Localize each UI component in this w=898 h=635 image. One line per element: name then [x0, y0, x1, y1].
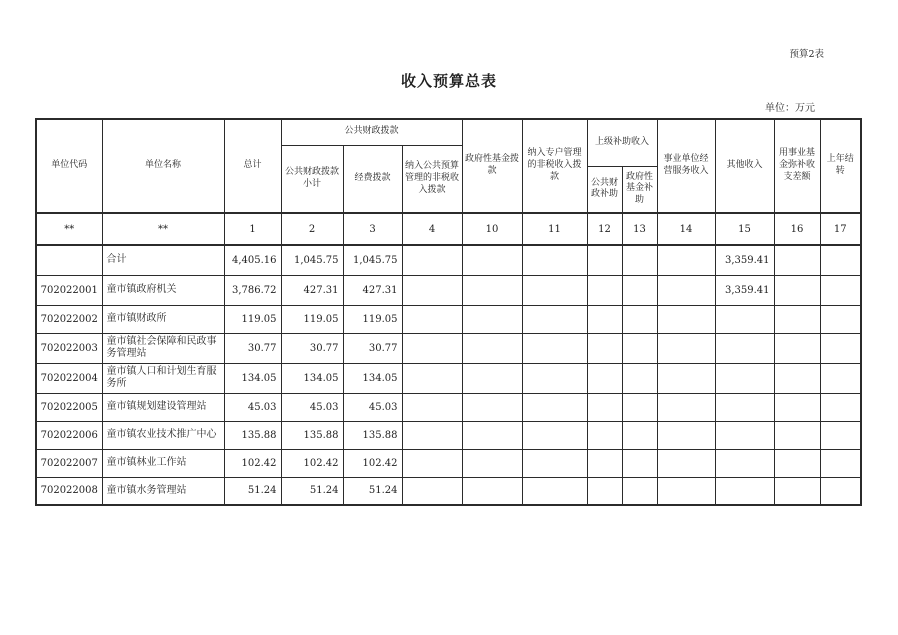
- cell-other-income: [715, 305, 774, 333]
- cell-total: 45.03: [224, 393, 281, 421]
- column-number: 16: [774, 213, 820, 245]
- cell-government-fund-subsidy: [622, 421, 657, 449]
- cell-public-finance-subsidy: [587, 275, 622, 305]
- cell-nontax-public-budget: [402, 333, 462, 363]
- col-header-fund-gap-coverage: 用事业基金弥补收支差额: [774, 119, 820, 213]
- cell-nontax-special-account: [522, 477, 587, 505]
- cell-nontax-public-budget: [402, 245, 462, 275]
- cell-total: 134.05: [224, 363, 281, 393]
- cell-nontax-public-budget: [402, 477, 462, 505]
- cell-total: 3,786.72: [224, 275, 281, 305]
- table-row: [36, 477, 861, 505]
- cell-operating-service-income: [657, 363, 715, 393]
- cell-unit-code: 702022001: [36, 275, 102, 305]
- cell-public-finance-subsidy: [587, 477, 622, 505]
- cell-nontax-public-budget: [402, 363, 462, 393]
- column-number: 1: [224, 213, 281, 245]
- table-header: [36, 119, 861, 245]
- cell-funds-appropriation: 51.24: [343, 477, 402, 505]
- cell-nontax-special-account: [522, 333, 587, 363]
- table-row: [36, 393, 861, 421]
- cell-nontax-special-account: [522, 363, 587, 393]
- cell-operating-service-income: [657, 333, 715, 363]
- cell-unit-name: 童市镇林业工作站: [102, 449, 224, 477]
- cell-unit-name: 童市镇政府机关: [102, 275, 224, 305]
- col-header-public-finance-subsidy: 公共财政补助: [587, 166, 622, 213]
- cell-unit-code: 702022005: [36, 393, 102, 421]
- cell-total: 51.24: [224, 477, 281, 505]
- cell-public-finance-subsidy: [587, 421, 622, 449]
- cell-prior-year-carryover: [820, 305, 861, 333]
- cell-nontax-public-budget: [402, 393, 462, 421]
- cell-unit-code: 702022004: [36, 363, 102, 393]
- cell-government-fund: [462, 449, 522, 477]
- cell-unit-code: 702022003: [36, 333, 102, 363]
- col-header-public-finance-subtotal: 公共财政拨款小计: [281, 145, 343, 213]
- col-group-public-finance-appropriation: 公共财政拨款: [281, 119, 462, 145]
- column-number: **: [102, 213, 224, 245]
- cell-government-fund: [462, 333, 522, 363]
- cell-government-fund: [462, 275, 522, 305]
- cell-operating-service-income: [657, 421, 715, 449]
- cell-government-fund-subsidy: [622, 449, 657, 477]
- cell-fund-gap-coverage: [774, 393, 820, 421]
- col-header-government-fund-appropriation: 政府性基金拨款: [462, 119, 522, 213]
- cell-nontax-special-account: [522, 393, 587, 421]
- cell-other-income: [715, 421, 774, 449]
- cell-total: 119.05: [224, 305, 281, 333]
- cell-fund-gap-coverage: [774, 421, 820, 449]
- cell-nontax-public-budget: [402, 305, 462, 333]
- col-header-other-income: 其他收入: [715, 119, 774, 213]
- column-number: 14: [657, 213, 715, 245]
- cell-unit-name: 童市镇社会保障和民政事务管理站: [102, 333, 224, 363]
- column-number: 17: [820, 213, 861, 245]
- cell-public-finance-subtotal: 119.05: [281, 305, 343, 333]
- cell-public-finance-subsidy: [587, 305, 622, 333]
- cell-government-fund-subsidy: [622, 477, 657, 505]
- cell-prior-year-carryover: [820, 333, 861, 363]
- cell-unit-name: 童市镇水务管理站: [102, 477, 224, 505]
- cell-public-finance-subsidy: [587, 333, 622, 363]
- cell-unit-name: 合计: [102, 245, 224, 275]
- col-header-government-fund-subsidy: 政府性基金补助: [622, 166, 657, 213]
- cell-government-fund: [462, 305, 522, 333]
- cell-nontax-special-account: [522, 449, 587, 477]
- cell-other-income: [715, 333, 774, 363]
- cell-operating-service-income: [657, 245, 715, 275]
- cell-other-income: [715, 477, 774, 505]
- cell-public-finance-subtotal: 1,045.75: [281, 245, 343, 275]
- header-row-groups: [36, 119, 861, 145]
- col-header-prior-year-carryover: 上年结转: [820, 119, 861, 213]
- cell-prior-year-carryover: [820, 393, 861, 421]
- cell-prior-year-carryover: [820, 449, 861, 477]
- cell-government-fund-subsidy: [622, 305, 657, 333]
- col-header-nontax-special-account: 纳入专户管理的非税收入拨款: [522, 119, 587, 213]
- col-group-superior-subsidy-income: 上级补助收入: [587, 119, 657, 166]
- cell-nontax-public-budget: [402, 275, 462, 305]
- cell-public-finance-subsidy: [587, 449, 622, 477]
- cell-total: 4,405.16: [224, 245, 281, 275]
- cell-nontax-special-account: [522, 245, 587, 275]
- cell-operating-service-income: [657, 477, 715, 505]
- col-header-total: 总计: [224, 119, 281, 213]
- cell-fund-gap-coverage: [774, 275, 820, 305]
- cell-government-fund-subsidy: [622, 363, 657, 393]
- cell-fund-gap-coverage: [774, 305, 820, 333]
- cell-unit-code: 702022006: [36, 421, 102, 449]
- column-number: 12: [587, 213, 622, 245]
- cell-other-income: 3,359.41: [715, 245, 774, 275]
- cell-nontax-special-account: [522, 275, 587, 305]
- cell-unit-code: 702022008: [36, 477, 102, 505]
- column-number-row: [36, 213, 861, 245]
- cell-government-fund-subsidy: [622, 333, 657, 363]
- cell-funds-appropriation: 119.05: [343, 305, 402, 333]
- cell-public-finance-subtotal: 45.03: [281, 393, 343, 421]
- unit-note: 单位：万元: [765, 103, 815, 114]
- cell-unit-name: 童市镇人口和计划生育服务所: [102, 363, 224, 393]
- cell-government-fund: [462, 363, 522, 393]
- table-row: [36, 421, 861, 449]
- cell-public-finance-subtotal: 427.31: [281, 275, 343, 305]
- cell-funds-appropriation: 134.05: [343, 363, 402, 393]
- col-header-unit-code: 单位代码: [36, 119, 102, 213]
- cell-fund-gap-coverage: [774, 245, 820, 275]
- cell-other-income: 3,359.41: [715, 275, 774, 305]
- cell-other-income: [715, 363, 774, 393]
- cell-funds-appropriation: 1,045.75: [343, 245, 402, 275]
- cell-unit-code: 702022007: [36, 449, 102, 477]
- column-number: 3: [343, 213, 402, 245]
- cell-government-fund: [462, 245, 522, 275]
- cell-prior-year-carryover: [820, 421, 861, 449]
- cell-government-fund: [462, 477, 522, 505]
- column-number: 10: [462, 213, 522, 245]
- cell-public-finance-subtotal: 135.88: [281, 421, 343, 449]
- cell-operating-service-income: [657, 305, 715, 333]
- cell-fund-gap-coverage: [774, 477, 820, 505]
- cell-prior-year-carryover: [820, 477, 861, 505]
- table-row: [36, 305, 861, 333]
- income-budget-table: [35, 118, 862, 506]
- cell-operating-service-income: [657, 393, 715, 421]
- column-number: 13: [622, 213, 657, 245]
- cell-public-finance-subsidy: [587, 245, 622, 275]
- cell-nontax-special-account: [522, 421, 587, 449]
- page-title: 收入预算总表: [400, 72, 497, 90]
- cell-funds-appropriation: 45.03: [343, 393, 402, 421]
- column-number: **: [36, 213, 102, 245]
- cell-government-fund-subsidy: [622, 245, 657, 275]
- col-header-nontax-public-budget: 纳入公共预算管理的非税收入拨款: [402, 145, 462, 213]
- cell-unit-name: 童市镇财政所: [102, 305, 224, 333]
- cell-public-finance-subsidy: [587, 363, 622, 393]
- cell-prior-year-carryover: [820, 245, 861, 275]
- cell-operating-service-income: [657, 449, 715, 477]
- table-row: [36, 245, 861, 275]
- cell-nontax-public-budget: [402, 449, 462, 477]
- cell-funds-appropriation: 135.88: [343, 421, 402, 449]
- cell-fund-gap-coverage: [774, 449, 820, 477]
- cell-public-finance-subtotal: 102.42: [281, 449, 343, 477]
- column-number: 15: [715, 213, 774, 245]
- cell-fund-gap-coverage: [774, 363, 820, 393]
- column-number: 2: [281, 213, 343, 245]
- cell-unit-name: 童市镇农业技术推广中心: [102, 421, 224, 449]
- cell-funds-appropriation: 102.42: [343, 449, 402, 477]
- cell-total: 30.77: [224, 333, 281, 363]
- cell-unit-name: 童市镇规划建设管理站: [102, 393, 224, 421]
- cell-public-finance-subtotal: 51.24: [281, 477, 343, 505]
- cell-prior-year-carryover: [820, 275, 861, 305]
- cell-funds-appropriation: 30.77: [343, 333, 402, 363]
- cell-other-income: [715, 449, 774, 477]
- table-row: [36, 333, 861, 363]
- form-number-label: 预算2表: [789, 49, 824, 60]
- table-row: [36, 363, 861, 393]
- cell-prior-year-carryover: [820, 363, 861, 393]
- cell-government-fund-subsidy: [622, 275, 657, 305]
- cell-unit-code: [36, 245, 102, 275]
- cell-total: 102.42: [224, 449, 281, 477]
- cell-operating-service-income: [657, 275, 715, 305]
- cell-fund-gap-coverage: [774, 333, 820, 363]
- cell-total: 135.88: [224, 421, 281, 449]
- col-header-funds-appropriation: 经费拨款: [343, 145, 402, 213]
- cell-funds-appropriation: 427.31: [343, 275, 402, 305]
- cell-government-fund: [462, 421, 522, 449]
- cell-other-income: [715, 393, 774, 421]
- cell-government-fund: [462, 393, 522, 421]
- cell-public-finance-subtotal: 134.05: [281, 363, 343, 393]
- cell-nontax-special-account: [522, 305, 587, 333]
- table-body: [36, 245, 861, 505]
- table-row: [36, 275, 861, 305]
- column-number: 11: [522, 213, 587, 245]
- cell-nontax-public-budget: [402, 421, 462, 449]
- col-header-operating-service-income: 事业单位经营服务收入: [657, 119, 715, 213]
- column-number: 4: [402, 213, 462, 245]
- cell-public-finance-subsidy: [587, 393, 622, 421]
- col-header-unit-name: 单位名称: [102, 119, 224, 213]
- cell-public-finance-subtotal: 30.77: [281, 333, 343, 363]
- cell-government-fund-subsidy: [622, 393, 657, 421]
- cell-unit-code: 702022002: [36, 305, 102, 333]
- table-row: [36, 449, 861, 477]
